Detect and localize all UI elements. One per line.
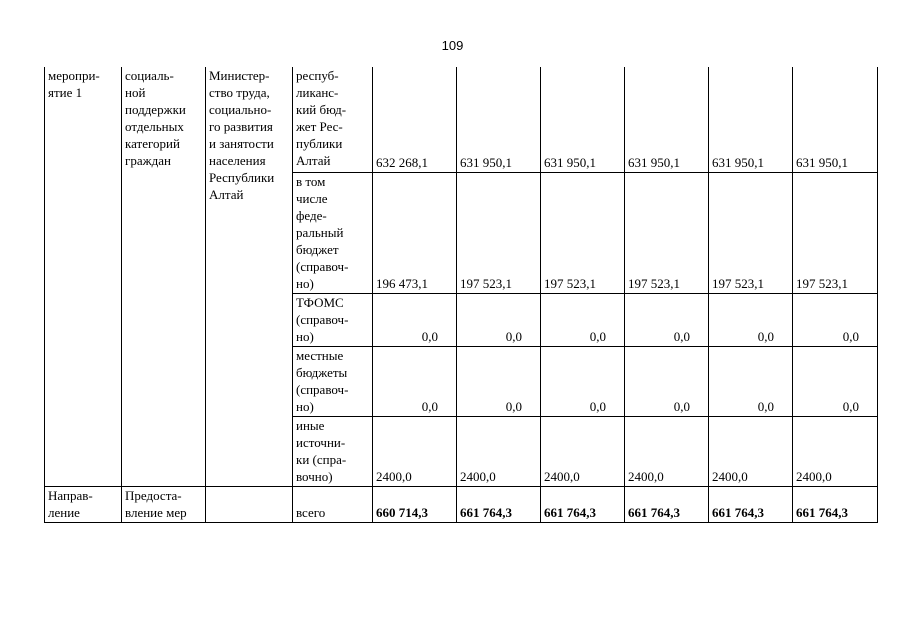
funding-source-cell: респуб- ликанс- кий бюд- жет Рес- публики Алтай [293, 67, 373, 172]
total-value-cell: 660 714,3 [373, 486, 457, 522]
value-cell: 631 950,1 [541, 67, 625, 172]
value-cell: 2400,0 [709, 416, 793, 486]
value-cell: 0,0 [793, 293, 878, 346]
funding-source-cell: иные источни- ки (спра- вочно) [293, 416, 373, 486]
value-cell: 2400,0 [373, 416, 457, 486]
value-cell: 0,0 [709, 293, 793, 346]
value-cell: 196 473,1 [373, 172, 457, 293]
value-cell: 632 268,1 [373, 67, 457, 172]
responsible-executor-cell: Министер- ство труда, социально- го развития и занятости населения Республики Алтай [206, 67, 293, 486]
value-cell: 197 523,1 [709, 172, 793, 293]
value-cell: 0,0 [709, 346, 793, 416]
value-cell: 631 950,1 [709, 67, 793, 172]
event-number-cell: меропри- ятие 1 [45, 67, 122, 486]
table-row [45, 486, 878, 522]
table-row [45, 67, 878, 172]
value-cell: 0,0 [625, 346, 709, 416]
total-value-cell: 661 764,3 [541, 486, 625, 522]
direction-executor-cell [206, 486, 293, 522]
total-value-cell: 661 764,3 [457, 486, 541, 522]
direction-name-cell: Предоста- вление мер [122, 486, 206, 522]
value-cell: 2400,0 [793, 416, 878, 486]
value-cell: 197 523,1 [541, 172, 625, 293]
value-cell: 0,0 [373, 346, 457, 416]
total-value-cell: 661 764,3 [625, 486, 709, 522]
value-cell: 2400,0 [625, 416, 709, 486]
funding-source-cell: в том числе феде- ральный бюджет (справоч- но) [293, 172, 373, 293]
value-cell: 197 523,1 [793, 172, 878, 293]
value-cell: 631 950,1 [793, 67, 878, 172]
value-cell: 2400,0 [457, 416, 541, 486]
value-cell: 2400,0 [541, 416, 625, 486]
page-number: 109 [441, 38, 464, 53]
funding-source-cell: всего [293, 486, 373, 522]
value-cell: 0,0 [457, 346, 541, 416]
total-value-cell: 661 764,3 [793, 486, 878, 522]
event-name-cell: социаль- ной поддержки отдельных категорий граждан [122, 67, 206, 486]
total-value-cell: 661 764,3 [709, 486, 793, 522]
value-cell: 197 523,1 [625, 172, 709, 293]
value-cell: 197 523,1 [457, 172, 541, 293]
value-cell: 631 950,1 [625, 67, 709, 172]
value-cell: 0,0 [541, 346, 625, 416]
value-cell: 0,0 [457, 293, 541, 346]
budget-table [44, 67, 878, 523]
value-cell: 0,0 [793, 346, 878, 416]
direction-cell: Направ- ление [45, 486, 122, 522]
value-cell: 0,0 [541, 293, 625, 346]
funding-source-cell: ТФОМС (справоч- но) [293, 293, 373, 346]
value-cell: 0,0 [373, 293, 457, 346]
funding-source-cell: местные бюджеты (справоч- но) [293, 346, 373, 416]
value-cell: 631 950,1 [457, 67, 541, 172]
value-cell: 0,0 [625, 293, 709, 346]
